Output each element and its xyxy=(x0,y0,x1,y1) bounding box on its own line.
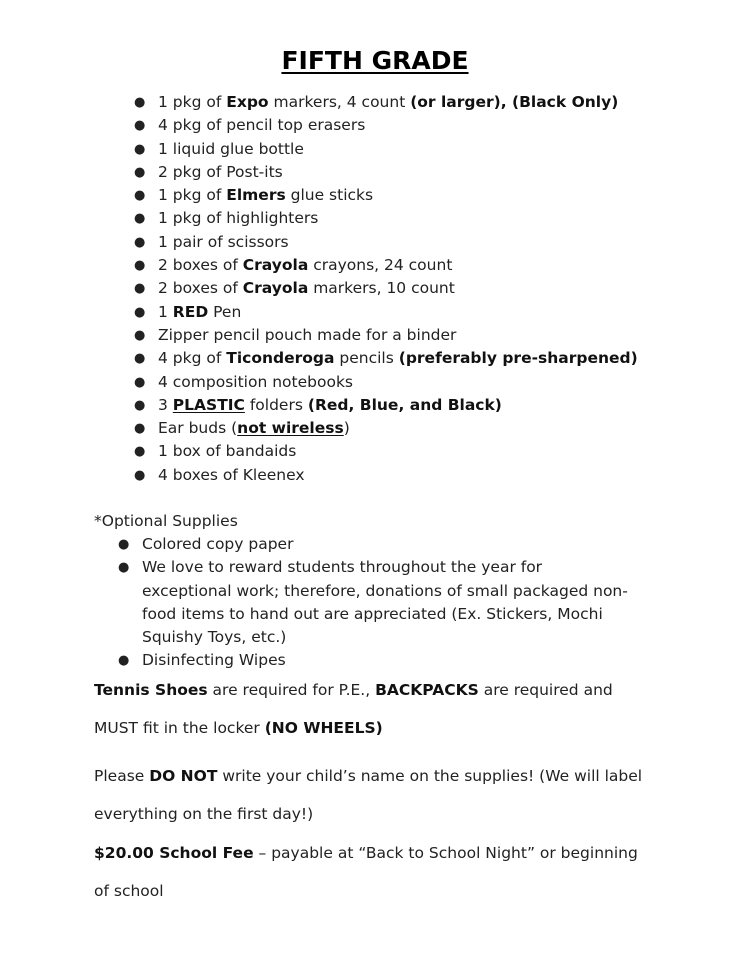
optional-supplies-heading: *Optional Supplies xyxy=(94,512,238,530)
list-item xyxy=(134,184,638,207)
item-material: PLASTIC xyxy=(172,395,245,414)
note-text: write your child’s name on the supplies! (We will label everything on the first day!) xyxy=(94,767,643,823)
list-item xyxy=(134,91,638,114)
list-item xyxy=(134,301,638,324)
list-item xyxy=(134,161,638,184)
names-note xyxy=(94,758,654,833)
note-bold: Tennis Shoes xyxy=(94,681,208,699)
item-note: (Red, Blue, and Black) xyxy=(307,395,502,414)
bullet-icon: ● xyxy=(134,258,146,274)
item-text: Zipper pencil pouch made for a binder xyxy=(158,325,457,344)
item-text: Pen xyxy=(208,302,242,321)
note-text: – payable at “Back to School Night” or beginning of school xyxy=(94,844,638,900)
note-bold: BACKPACKS xyxy=(375,681,479,699)
bullet-icon: ● xyxy=(134,188,146,204)
page-title: FIFTH GRADE xyxy=(281,46,469,75)
item-text: Disinfecting Wipes xyxy=(142,651,286,670)
list-item xyxy=(134,277,638,300)
supply-list xyxy=(134,91,638,487)
list-item xyxy=(134,207,638,230)
list-item xyxy=(134,138,638,161)
item-note: not wireless xyxy=(237,419,344,438)
note-bold: (NO WHEELS) xyxy=(264,718,383,737)
bullet-icon: ● xyxy=(118,537,130,552)
list-item xyxy=(134,114,638,137)
bullet-icon: ● xyxy=(134,397,146,413)
item-text: Colored copy paper xyxy=(142,535,294,553)
bullet-icon: ● xyxy=(118,653,130,669)
list-item xyxy=(134,231,638,254)
item-brand: Crayola xyxy=(242,279,309,298)
item-text: 2 boxes of xyxy=(158,279,243,298)
item-text: crayons, 24 count xyxy=(308,256,453,275)
item-text: 4 composition notebooks xyxy=(158,372,353,391)
note-text: are required for P.E., xyxy=(207,681,376,699)
item-brand: Expo xyxy=(226,93,269,111)
bullet-icon: ● xyxy=(134,327,146,343)
item-brand: Crayola xyxy=(242,256,309,275)
item-note: (preferably pre-sharpened) xyxy=(398,349,638,368)
item-text: 1 pkg of xyxy=(158,93,227,111)
optional-supplies-list xyxy=(118,533,638,673)
bullet-icon: ● xyxy=(134,467,146,483)
list-item xyxy=(134,417,638,440)
list-item xyxy=(134,440,638,463)
note-bold: DO NOT xyxy=(149,767,218,785)
item-text: 4 boxes of Kleenex xyxy=(158,465,305,484)
note-text: Please xyxy=(94,767,150,785)
item-brand: Elmers xyxy=(226,186,286,205)
list-item xyxy=(134,394,638,417)
item-text: Ear buds ( xyxy=(158,419,238,438)
bullet-icon: ● xyxy=(134,374,146,390)
bullet-icon: ● xyxy=(118,560,130,576)
fee-note xyxy=(94,835,654,910)
item-text: markers, 4 count xyxy=(268,93,411,111)
bullet-icon: ● xyxy=(134,281,146,297)
bullet-icon: ● xyxy=(134,444,146,460)
item-color: RED xyxy=(172,302,209,321)
item-text: 1 liquid glue bottle xyxy=(158,139,304,158)
list-item xyxy=(118,533,638,556)
bullet-icon: ● xyxy=(134,95,146,110)
bullet-icon: ● xyxy=(134,234,146,250)
list-item xyxy=(134,324,638,347)
list-item xyxy=(134,464,638,487)
item-text: pencils xyxy=(334,349,399,368)
item-text: 1 pkg of highlighters xyxy=(158,209,319,228)
bullet-icon: ● xyxy=(134,211,146,227)
item-text: 2 pkg of Post-its xyxy=(158,162,283,181)
bullet-icon: ● xyxy=(134,118,146,134)
item-text: 1 pkg of xyxy=(158,186,227,205)
list-item xyxy=(134,347,638,370)
item-text: markers, 10 count xyxy=(308,279,455,298)
list-item xyxy=(134,254,638,277)
list-item xyxy=(118,556,638,649)
note-text: are required and MUST fit in the locker xyxy=(94,681,613,737)
item-text: 2 boxes of xyxy=(158,256,243,275)
item-text: 1 xyxy=(158,302,173,321)
note-bold: $20.00 School Fee xyxy=(94,844,254,862)
item-note: (or larger), (Black Only) xyxy=(410,93,619,111)
bullet-icon: ● xyxy=(134,141,146,157)
item-text: folders xyxy=(244,395,308,414)
item-text: We love to reward students throughout the year for exceptional work; therefore, donations of small packaged non-food items to hand out are appreciated (Ex. Stickers, Mochi Squishy Toys, etc.) xyxy=(142,558,628,647)
item-text: ) xyxy=(343,419,350,438)
item-text: 1 pair of scissors xyxy=(158,232,289,251)
item-text: glue sticks xyxy=(285,186,374,205)
list-item xyxy=(134,371,638,394)
bullet-icon: ● xyxy=(134,164,146,180)
item-text: 3 xyxy=(158,395,173,414)
item-text: 4 pkg of pencil top erasers xyxy=(158,116,366,135)
item-text: 1 box of bandaids xyxy=(158,442,297,461)
bullet-icon: ● xyxy=(134,304,146,320)
item-text: 4 pkg of xyxy=(158,349,227,368)
bullet-icon: ● xyxy=(134,421,146,437)
list-item xyxy=(118,649,638,672)
shoes-backpacks-note xyxy=(94,672,654,747)
item-brand: Ticonderoga xyxy=(226,349,335,368)
bullet-icon: ● xyxy=(134,351,146,367)
